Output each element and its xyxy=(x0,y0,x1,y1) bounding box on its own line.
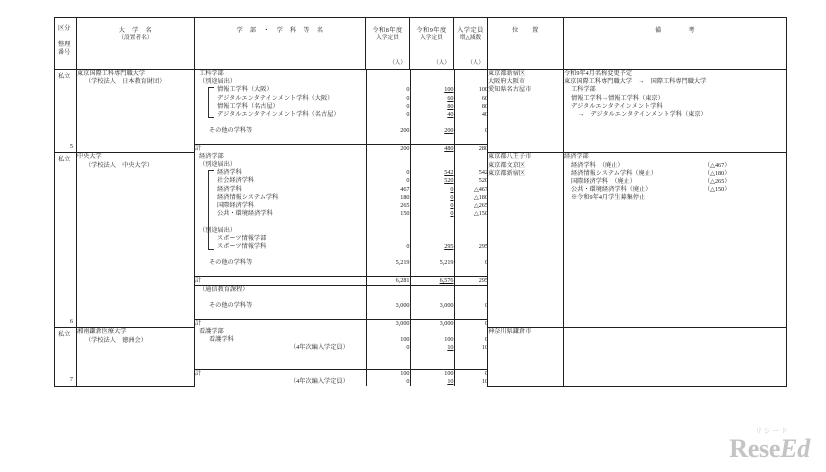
quota-year8: 180 xyxy=(366,194,410,202)
quota-year8: 265 xyxy=(366,202,410,210)
corporation-name: （学校法人 徳洲会） xyxy=(85,336,147,344)
department-name: 経済情報システム学科 xyxy=(217,193,279,201)
remark-value: （△150） xyxy=(704,186,731,194)
quota-difference: 100 xyxy=(454,86,488,94)
quota-year9 xyxy=(410,285,454,294)
subtotal-label: 計 xyxy=(195,276,366,285)
department-name: 看護学科 xyxy=(209,336,234,343)
cell-university xyxy=(77,70,195,153)
program-line-row xyxy=(195,95,488,103)
remark-value: （△265） xyxy=(704,177,731,185)
enrollment-quota-table xyxy=(54,17,787,387)
header-diff-unit: （人） xyxy=(467,59,484,66)
quota-difference: 60 xyxy=(454,95,488,103)
quota-difference xyxy=(454,310,488,319)
program-line-row xyxy=(195,344,488,352)
quota-year9: 100 xyxy=(410,86,454,94)
subtotal-label: 計 xyxy=(195,369,366,378)
quota-year8 xyxy=(366,235,410,243)
program-line-row xyxy=(195,70,488,78)
transfer-quota-note: （4年次編入学定員） xyxy=(290,344,349,352)
blank-line xyxy=(195,352,366,360)
location-entry: 東京都八王子市 xyxy=(488,153,532,161)
quota-year9: 100 xyxy=(410,336,454,344)
quota-difference xyxy=(454,285,488,294)
quota-difference xyxy=(454,136,488,145)
subtotal-year8: 6,281 xyxy=(366,276,410,285)
remark-line: 経済学科 （廃止） （△467） xyxy=(571,161,731,169)
quota-year8 xyxy=(366,268,410,277)
quota-year9: 0 xyxy=(410,210,454,218)
kubun-value: 私立 xyxy=(58,73,71,80)
header-year9-line1: 令和9年度 xyxy=(416,27,447,34)
program-line-row xyxy=(195,328,488,336)
cell-faculty-and-quotas xyxy=(195,70,488,153)
quota-year9: 10 xyxy=(410,344,454,352)
remark-line: 情報工学科→情報工学科（東京） xyxy=(571,94,664,102)
table-body xyxy=(55,70,787,387)
department-name: その他の学科等 xyxy=(209,259,253,267)
department-name: 国際経済学科 xyxy=(217,202,255,209)
program-line-row xyxy=(195,177,488,185)
quota-year8: 100 xyxy=(366,336,410,344)
spacer-row xyxy=(195,136,488,145)
program-line-row xyxy=(195,302,488,310)
submission-note: （別途届出） xyxy=(199,78,237,86)
quota-difference: △180 xyxy=(454,194,488,202)
quota-year8: 0 xyxy=(366,111,410,119)
quota-difference xyxy=(454,70,488,78)
program-line-row xyxy=(195,194,488,202)
department-name: 公共・環境経済学科 xyxy=(217,210,273,218)
quota-difference: 542 xyxy=(454,169,488,177)
header-location xyxy=(488,18,564,70)
faculty-quota-subtable xyxy=(195,328,488,386)
seq-number: 7 xyxy=(69,376,73,384)
quota-difference xyxy=(454,161,488,169)
quota-year8: 0 xyxy=(366,169,410,177)
spacer-row xyxy=(195,310,488,319)
quota-year8: 0 xyxy=(366,344,410,352)
location-entry: 大阪府大阪市 xyxy=(488,78,526,86)
quota-year8: 150 xyxy=(366,210,410,218)
header-year8-unit: （人） xyxy=(389,59,406,66)
subtotal-row xyxy=(195,276,488,285)
quota-difference: 0 xyxy=(454,302,488,310)
quota-difference xyxy=(454,153,488,161)
quota-year8 xyxy=(366,361,410,370)
subtotal-transfer-label: （4年次編入学定員） xyxy=(290,377,349,385)
reseed-watermark-logo xyxy=(729,428,810,462)
header-faculty xyxy=(195,18,366,70)
subtotal-year9: 100 xyxy=(410,369,454,378)
quota-year8 xyxy=(366,328,410,336)
quota-difference: △467 xyxy=(454,186,488,194)
subtotal-transfer-year9: 10 xyxy=(410,378,454,386)
cell-kubun xyxy=(55,70,77,153)
quota-year8 xyxy=(366,161,410,169)
quota-difference: △265 xyxy=(454,202,488,210)
quota-year9: 0 xyxy=(410,186,454,194)
program-line-row xyxy=(195,243,488,251)
program-line-row xyxy=(195,202,488,210)
department-name: デジタルエンタテインメント学科（大阪） xyxy=(217,94,334,102)
quota-year8: 0 xyxy=(366,243,410,251)
quota-difference xyxy=(454,268,488,277)
program-line-row xyxy=(195,111,488,119)
remark-line: 経済情報システム学科（廃止） （△180） xyxy=(571,169,731,177)
location-entry: 東京都文京区 xyxy=(488,161,526,169)
logo-wordmark: ReseEd xyxy=(729,434,810,463)
quota-year8: 0 xyxy=(366,95,410,103)
remark-line: ※令和9年4月学生募集停止 xyxy=(571,194,646,202)
header-university xyxy=(77,18,195,70)
quota-difference xyxy=(454,352,488,360)
table-row xyxy=(55,328,787,386)
quota-year9 xyxy=(410,235,454,243)
header-diff-line2: 増△減数 xyxy=(459,35,482,42)
quota-year8 xyxy=(366,119,410,127)
quota-difference: 80 xyxy=(454,103,488,111)
department-name: その他の学科等 xyxy=(209,127,253,135)
remark-line: → デジタルエンタテインメント学科（東京） xyxy=(578,110,707,118)
subtotal-year8: 100 xyxy=(366,369,410,378)
cell-faculty-and-quotas xyxy=(195,328,488,386)
program-line-row xyxy=(195,86,488,94)
header-remarks-label: 備 考 xyxy=(654,27,696,34)
subtotal-row xyxy=(195,369,488,378)
quota-year9 xyxy=(410,119,454,127)
header-year8-line2: 入学定員 xyxy=(376,35,399,42)
kubun-value: 私立 xyxy=(58,331,71,339)
remark-line: 経済学部 xyxy=(564,153,589,161)
program-line-row xyxy=(195,259,488,267)
quota-difference xyxy=(454,119,488,127)
quota-year9 xyxy=(410,251,454,259)
quota-year9 xyxy=(410,294,454,302)
cell-remarks xyxy=(564,328,787,386)
faculty-quota-subtable xyxy=(195,153,488,328)
quota-difference xyxy=(454,328,488,336)
quota-year9: 0 xyxy=(410,202,454,210)
quota-year9: 5,219 xyxy=(410,259,454,267)
quota-difference: 295 xyxy=(454,243,488,251)
quota-year9 xyxy=(410,78,454,86)
subtotal-label: 計 xyxy=(195,319,366,328)
subtotal-row xyxy=(195,319,488,328)
remark-value: （△467） xyxy=(704,161,731,169)
remark-line: デジタルエンタテインメント学科 xyxy=(571,102,663,110)
quota-difference xyxy=(454,251,488,259)
quota-difference xyxy=(454,78,488,86)
department-name: 経済学科 xyxy=(195,169,366,177)
header-year9-unit: （人） xyxy=(433,59,450,66)
quota-year8: 0 xyxy=(366,177,410,185)
quota-year8 xyxy=(366,251,410,259)
remark-line: 東京国際工科専門職大学 → 国際工科専門職大学 xyxy=(564,78,707,86)
subtotal-label: 計 xyxy=(195,144,366,153)
header-kubun xyxy=(55,18,77,70)
quota-year9: 295 xyxy=(410,243,454,251)
program-line-row xyxy=(195,127,488,135)
cell-kubun xyxy=(55,328,77,386)
cell-university xyxy=(77,328,195,386)
cell-remarks xyxy=(564,153,787,328)
cell-university xyxy=(77,153,195,328)
quota-year8: 0 xyxy=(366,86,410,94)
department-name: デジタルエンタテインメント学科（名古屋） xyxy=(217,110,340,118)
quota-year9 xyxy=(410,227,454,235)
quota-difference xyxy=(454,235,488,243)
quota-year9 xyxy=(410,352,454,360)
faculty-quota-subtable xyxy=(195,70,488,153)
remark-line: 国際経済学科 （廃止） （△265） xyxy=(571,177,731,185)
faculty-name: 経済学部 xyxy=(199,152,224,160)
program-line-row xyxy=(195,285,488,294)
subtotal-difference: 295 xyxy=(454,276,488,285)
quota-year9 xyxy=(410,153,454,161)
subtotal-year9: 6,576 xyxy=(410,276,454,285)
quota-year9: 60 xyxy=(410,95,454,103)
corporation-name: （学校法人 中央大学） xyxy=(85,161,154,169)
subtotal-difference: 280 xyxy=(454,144,488,153)
blank-line xyxy=(195,218,366,226)
quota-difference: 0 xyxy=(454,336,488,344)
quota-year8 xyxy=(366,285,410,294)
university-name: 東京国際工科専門職大学 xyxy=(77,70,146,77)
quota-year9 xyxy=(410,161,454,169)
university-name: 湘南鎌倉医療大学 xyxy=(77,328,127,336)
header-year9-quota xyxy=(410,18,454,70)
program-line-row xyxy=(195,103,488,111)
program-line-row xyxy=(195,235,488,243)
table-row xyxy=(55,153,787,328)
quota-year9: 40 xyxy=(410,111,454,119)
quota-year9 xyxy=(410,218,454,226)
quota-difference: 520 xyxy=(454,177,488,185)
header-university-label: 大 学 名 xyxy=(118,27,153,34)
cell-kubun xyxy=(55,153,77,328)
table-header-row xyxy=(55,18,787,70)
department-name: スポーツ情報学部 xyxy=(217,234,267,242)
spacer-row xyxy=(195,361,488,370)
cell-location xyxy=(488,70,564,153)
quota-year8 xyxy=(366,227,410,235)
quota-year8 xyxy=(366,136,410,145)
remark-line: 公共・環境経済学科（廃止） （△150） xyxy=(571,186,731,194)
quota-year9 xyxy=(410,70,454,78)
header-university-sub: （設置者名） xyxy=(118,35,153,42)
quota-year8: 5,219 xyxy=(366,259,410,267)
quota-difference: 40 xyxy=(454,111,488,119)
cell-location xyxy=(488,153,564,328)
header-year9-line2: 入学定員 xyxy=(420,35,443,42)
quota-year8 xyxy=(366,70,410,78)
table-row xyxy=(55,70,787,153)
submission-note: （別途届出） xyxy=(199,226,237,234)
quota-year8 xyxy=(366,310,410,319)
quota-year8 xyxy=(366,294,410,302)
blank-line xyxy=(195,268,366,277)
header-year8-quota xyxy=(366,18,410,70)
department-name: 情報工学科（名古屋） xyxy=(217,102,279,110)
remark-line: 工科学部 xyxy=(571,86,596,94)
quota-year8 xyxy=(366,153,410,161)
program-line-row xyxy=(195,153,488,161)
quota-year9: 80 xyxy=(410,103,454,111)
department-name: スポーツ情報学科 xyxy=(217,242,267,250)
seq-number: 6 xyxy=(69,318,73,326)
spacer-row xyxy=(195,268,488,277)
quota-year9: 520 xyxy=(410,177,454,185)
location-entry: 東京都新宿区 xyxy=(488,169,526,177)
location-entry: 東京都新宿区 xyxy=(488,70,526,77)
subtotal-year8: 3,000 xyxy=(366,319,410,328)
remark-line: 令和9年4月名称変更予定 xyxy=(564,70,633,77)
quota-difference: 0 xyxy=(454,259,488,267)
header-seiri-label: 整理 xyxy=(58,41,71,49)
quota-year8 xyxy=(366,352,410,360)
quota-difference: 0 xyxy=(454,127,488,135)
department-name: その他の学科等 xyxy=(209,302,253,310)
quota-year9: 200 xyxy=(410,127,454,135)
program-line-row xyxy=(195,227,488,235)
quota-year8: 3,000 xyxy=(366,302,410,310)
quota-difference xyxy=(454,227,488,235)
header-kubun-label: 区分 xyxy=(58,25,71,32)
quota-year9: 542 xyxy=(410,169,454,177)
cell-remarks xyxy=(564,70,787,153)
submission-note: （通信教育課程） xyxy=(195,285,366,294)
program-line-row xyxy=(195,210,488,218)
seq-number: 5 xyxy=(69,143,73,151)
logo-ruby-text: リシード xyxy=(755,428,790,435)
subtotal-row xyxy=(195,144,488,153)
quota-year8 xyxy=(366,78,410,86)
location-entry: 神奈川県鎌倉市 xyxy=(488,328,532,336)
quota-year8 xyxy=(366,218,410,226)
header-bangou-label: 番号 xyxy=(58,49,71,57)
spacer-row xyxy=(195,218,488,226)
subtotal-difference: 0 xyxy=(454,369,488,378)
corporation-name: （学校法人 日本教育財団） xyxy=(85,78,166,86)
quota-year8: 467 xyxy=(366,186,410,194)
quota-year9 xyxy=(410,310,454,319)
cell-faculty-and-quotas xyxy=(195,153,488,328)
program-line-row xyxy=(195,186,488,194)
remark-value: （△180） xyxy=(704,169,731,177)
header-quota-difference xyxy=(454,18,488,70)
subtotal-transfer-row xyxy=(195,378,488,386)
quota-difference: △150 xyxy=(454,210,488,218)
spacer-row xyxy=(195,352,488,360)
quota-difference: 10 xyxy=(454,344,488,352)
department-name: 情報工学科（大阪） xyxy=(195,86,366,94)
quota-difference xyxy=(454,294,488,302)
blank-line xyxy=(195,361,366,370)
header-remarks xyxy=(564,18,787,70)
quota-year8: 0 xyxy=(366,103,410,111)
subtotal-transfer-year8: 0 xyxy=(366,378,410,386)
quota-year9 xyxy=(410,328,454,336)
quota-year8: 200 xyxy=(366,127,410,135)
location-entry: 愛知県名古屋市 xyxy=(488,86,532,94)
blank-line xyxy=(195,310,366,319)
university-name: 中央大学 xyxy=(77,153,102,161)
quota-year9 xyxy=(410,361,454,370)
program-line-row xyxy=(195,336,488,344)
quota-year9: 3,000 xyxy=(410,302,454,310)
header-faculty-label: 学 部 ・ 学 科 等 名 xyxy=(236,27,324,34)
subtotal-year9: 480 xyxy=(410,144,454,153)
faculty-name: 工科学部 xyxy=(199,70,224,77)
faculty-name: 看護学部 xyxy=(199,327,224,335)
subtotal-difference: 0 xyxy=(454,319,488,328)
subtotal-year8: 200 xyxy=(366,144,410,153)
department-name: 社会経済学科 xyxy=(217,177,255,185)
submission-note: （別途届出） xyxy=(199,161,237,169)
subtotal-year9: 3,000 xyxy=(410,319,454,328)
kubun-value: 私立 xyxy=(58,156,71,164)
subtotal-transfer-difference: 10 xyxy=(454,378,488,386)
quota-year9: 0 xyxy=(410,194,454,202)
blank-line xyxy=(195,136,366,145)
department-name: 経済学科 xyxy=(217,185,242,193)
quota-year9 xyxy=(410,136,454,145)
cell-location xyxy=(488,328,564,386)
header-year8-line1: 令和8年度 xyxy=(372,27,403,34)
quota-difference xyxy=(454,361,488,370)
quota-year9 xyxy=(410,268,454,277)
header-diff-line1: 入学定員 xyxy=(457,27,484,34)
quota-difference xyxy=(454,218,488,226)
header-location-label: 位 置 xyxy=(512,27,539,34)
